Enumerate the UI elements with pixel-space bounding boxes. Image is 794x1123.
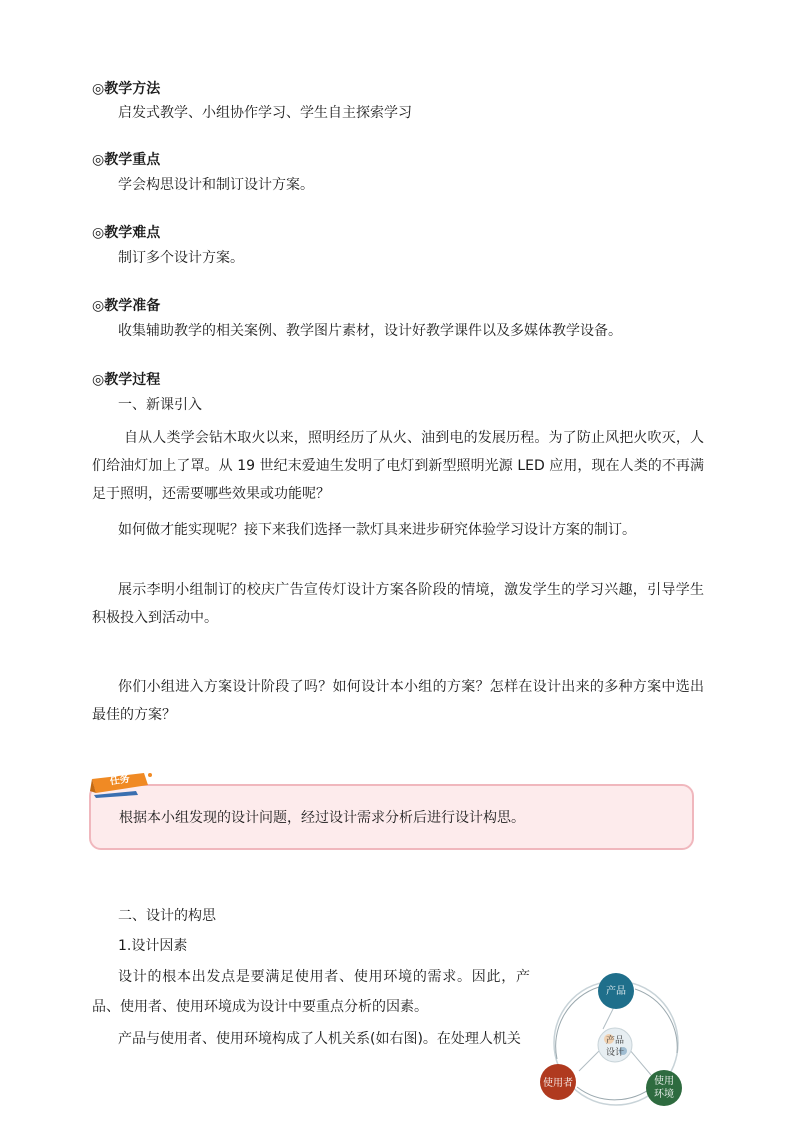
part1-title: 一、新课引入 <box>118 397 202 413</box>
heading-key-points: ◎教学重点 <box>92 152 161 168</box>
difficulties-text: 制订多个设计方案。 <box>118 250 244 266</box>
node-user-label: 使用者 <box>543 1078 573 1089</box>
heading-preparation: ◎教学准备 <box>92 298 161 314</box>
human-machine-diagram <box>537 967 689 1107</box>
heading-teaching-methods: ◎教学方法 <box>92 81 161 97</box>
heading-difficulties: ◎教学难点 <box>92 225 161 241</box>
group-question-paragraph: 你们小组进入方案设计阶段了吗？如何设计本小组的方案？怎样在设计出来的多种方案中选出最佳的方案？ <box>92 679 704 723</box>
human-machine-paragraph: 产品与使用者、使用环境构成了人机关系(如右图)。在处理人机关 <box>118 1031 521 1047</box>
teaching-methods-text: 启发式教学、小组协作学习、学生自主探索学习 <box>118 105 412 121</box>
intro-question-paragraph: 如何做才能实现呢？接下来我们选择一款灯具来进步研究体验学习设计方案的制订。 <box>118 522 636 538</box>
heading-process: ◎教学过程 <box>92 372 161 388</box>
part2-subtitle: 1.设计因素 <box>118 938 188 954</box>
node-product-label: 产品 <box>606 986 626 997</box>
key-points-text: 学会构思设计和制订设计方案。 <box>118 177 314 193</box>
design-factors-paragraph: 设计的根本出发点是要满足使用者、使用环境的需求。因此，产品、使用者、使用环境成为设计中要重点分析的因素。 <box>92 969 530 1015</box>
center-label-1: 产品 <box>605 1036 625 1046</box>
arrow-bottom <box>577 1085 655 1100</box>
arrow-left <box>556 987 599 1059</box>
preparation-text: 收集辅助教学的相关案例、教学图片素材，设计好教学课件以及多媒体教学设备。 <box>118 323 622 339</box>
task-box <box>89 784 694 850</box>
display-scenario-paragraph: 展示李明小组制订的校庆广告宣传灯设计方案各阶段的情境，激发学生的学习兴趣，引导学生积极投入到活动中。 <box>92 582 704 626</box>
arrow-top-right <box>635 989 677 1053</box>
task-text: 根据本小组发现的设计问题，经过设计需求分析后进行设计构思。 <box>119 810 525 826</box>
intro-paragraph: 自从人类学会钻木取火以来，照明经历了从火、油到电的发展历程。为了防止风把火吹灭，人们给油灯加上了罩。从 19 世纪末爱迪生发明了电灯到新型照明光源 LED 应用，现在人类的不再满足于照明，还需要哪些效果或功能呢？ <box>92 430 704 502</box>
node-environment-label-2: 环境 <box>654 1089 674 1100</box>
task-badge-label: 任务 <box>109 773 131 788</box>
part2-title: 二、设计的构思 <box>118 908 216 924</box>
node-environment-label-1: 使用 <box>654 1076 674 1087</box>
center-label-2: 设计 <box>605 1048 625 1058</box>
